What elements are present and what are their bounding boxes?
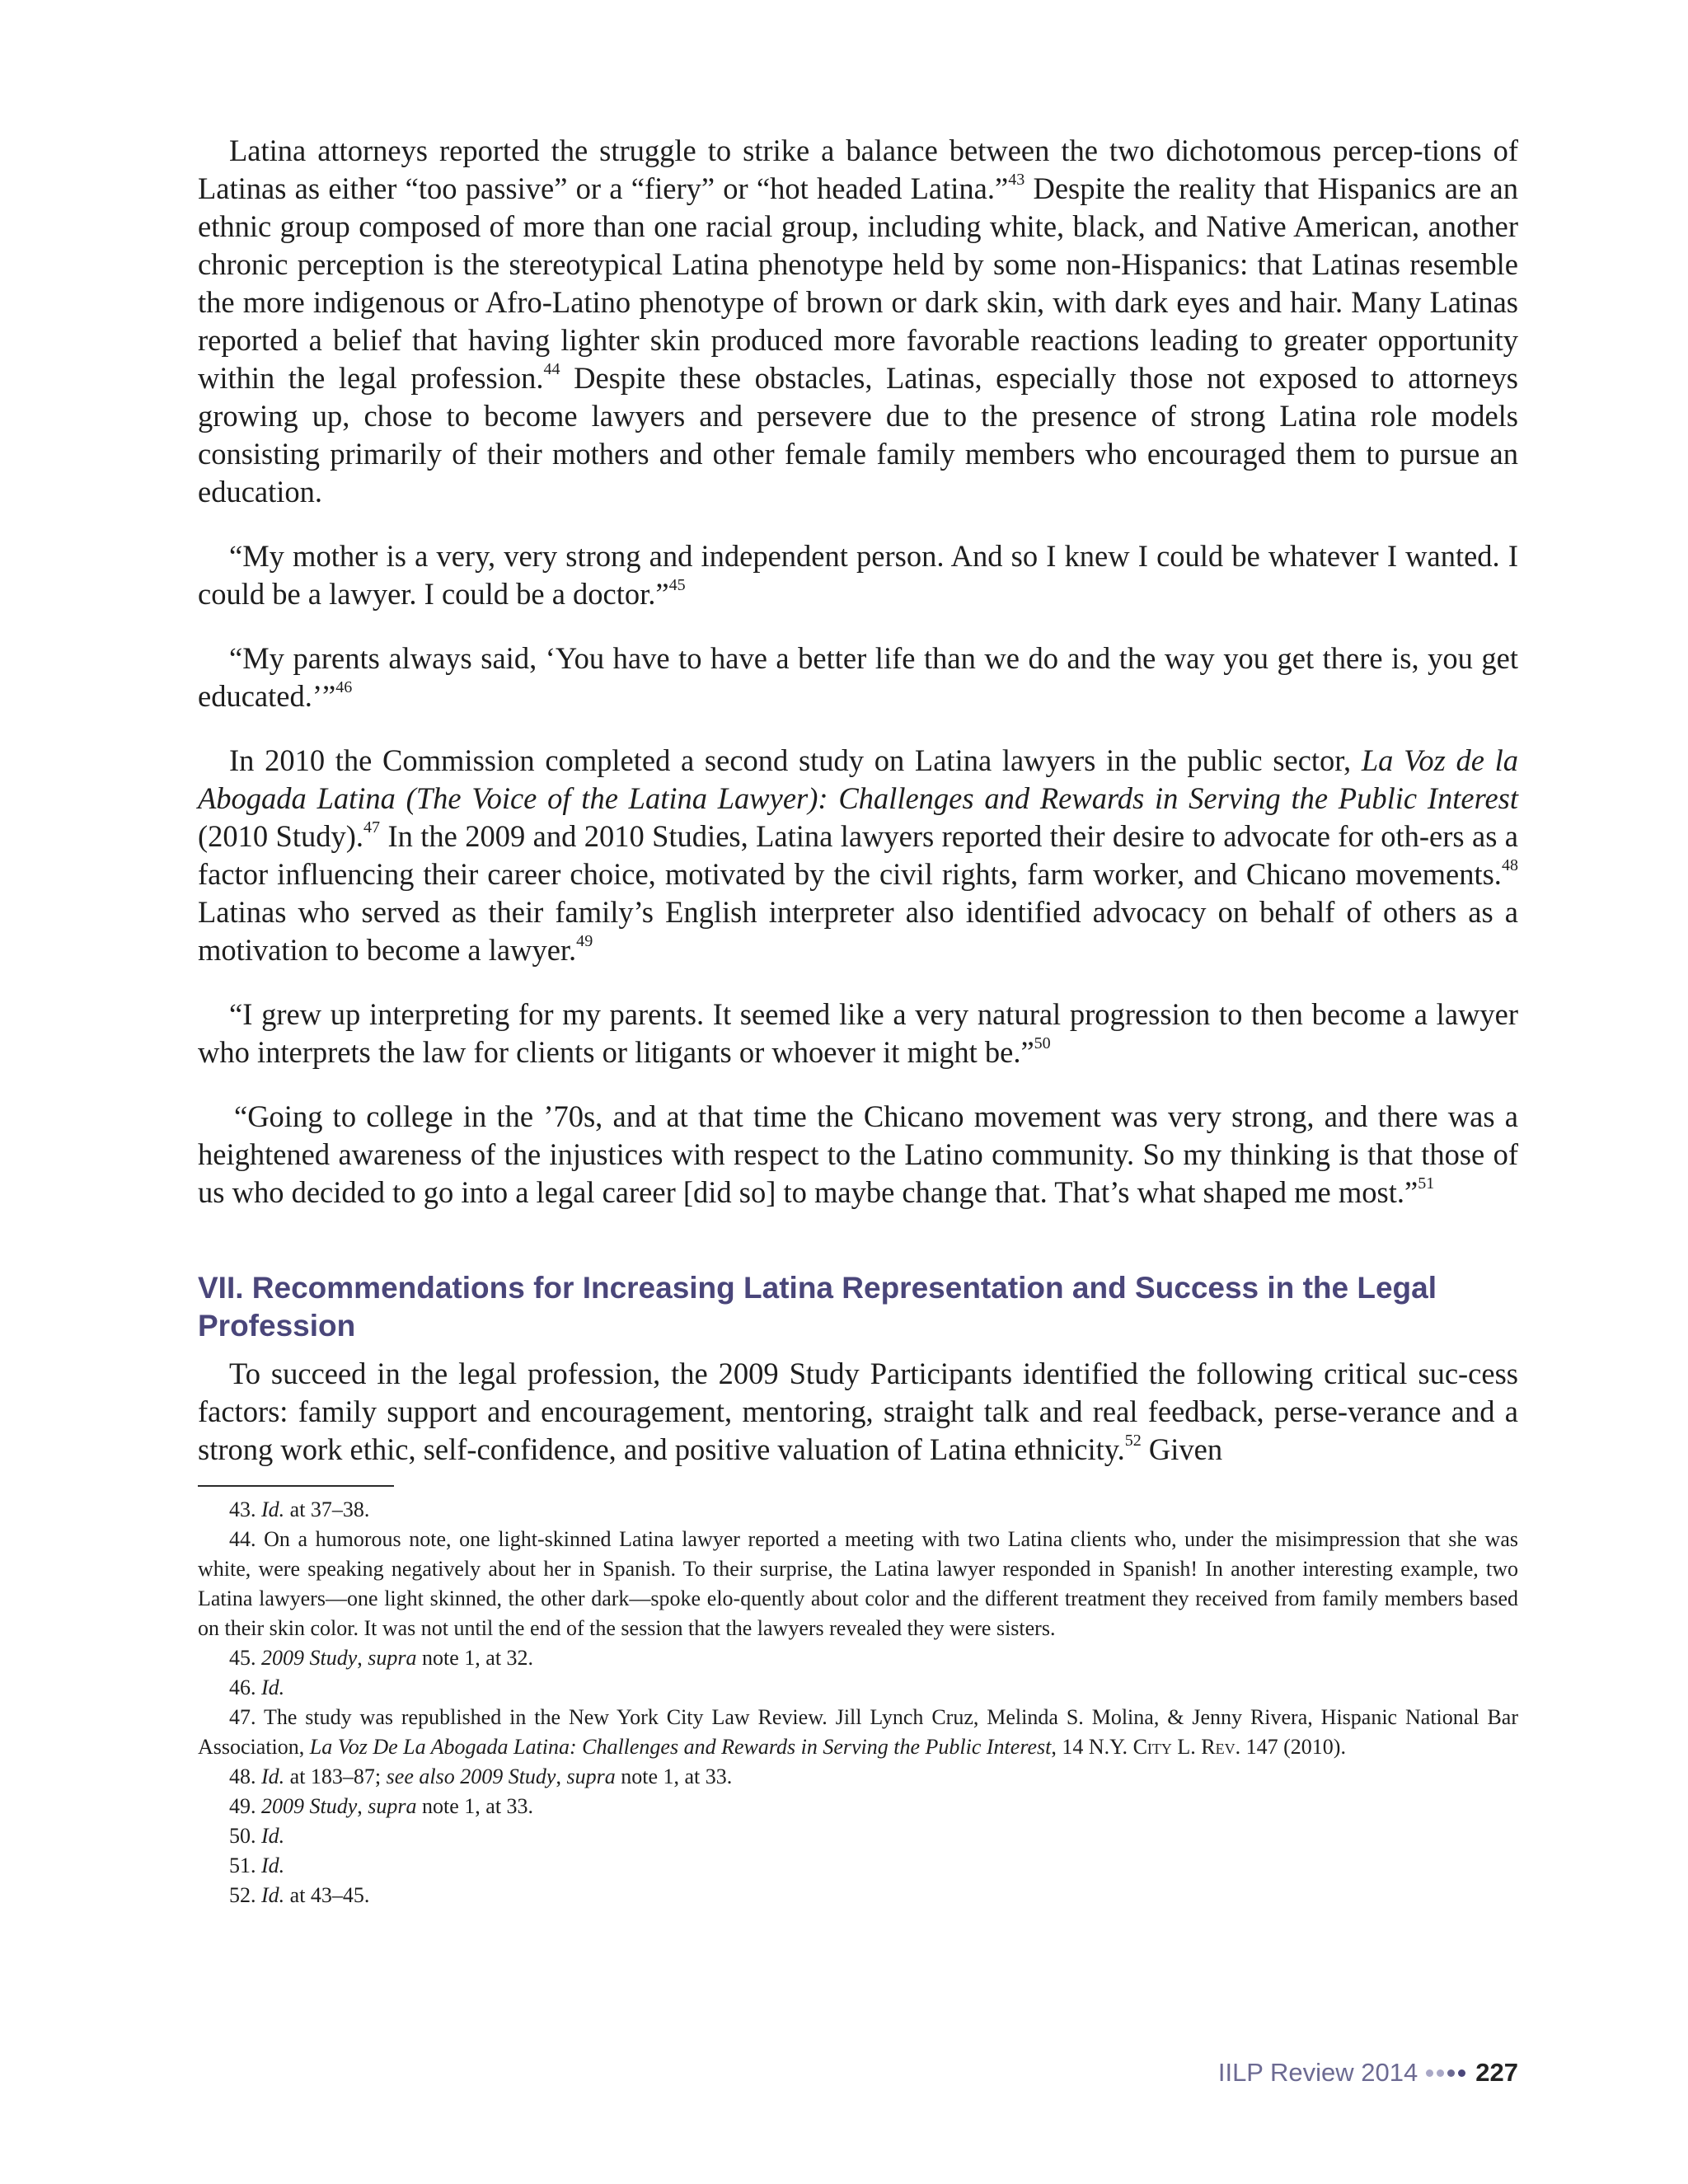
footnote-ref-45[interactable]: 45	[668, 575, 686, 594]
footnote-ref-48[interactable]: 48	[1501, 855, 1518, 874]
citation-id: Id.	[261, 1675, 285, 1699]
footnote-52	[198, 1881, 1518, 1910]
dot-icon	[1458, 2069, 1465, 2077]
text-span: at 183–87;	[284, 1765, 387, 1788]
text-span: (2010 Study).	[198, 819, 364, 853]
paragraph-success-factors	[198, 1355, 1518, 1469]
footnote-divider	[198, 1485, 394, 1487]
text-span: “My mother is a very, very strong and independent person. And so I knew I could be whatever I wanted. I could be a lawyer. I could be a doctor.”	[198, 539, 1518, 611]
footnote-50	[198, 1821, 1518, 1851]
citation-supra: supra	[566, 1765, 616, 1788]
footnote-number: 46.	[229, 1675, 261, 1699]
text-span: ,	[357, 1646, 368, 1670]
text-span: Despite the reality that Hispanics are an ethnic group composed of more than one racial group, including white, black, and Native American, another chronic perception is the stereotypical Latina phenotype held by some non-Hispanics: that Latinas resemble the more indigenous or Afro-Latino phenotype of brown or dark skin, with dark eyes and hair. Many Latinas reported a belief that having lighter skin produced more favorable reactions leading to greater opportunity within the legal profession.	[198, 171, 1518, 395]
footnote-number: 45.	[229, 1646, 261, 1670]
quote-chicano-movement	[198, 1098, 1518, 1212]
citation-see-also: see also 2009 Study	[386, 1765, 556, 1788]
quote-interpreting	[198, 996, 1518, 1071]
footnote-ref-52[interactable]: 52	[1124, 1431, 1142, 1450]
section-heading: VII. Recommendations for Increasing Latina Representation and Success in the Legal Profession	[198, 1271, 1437, 1343]
text-span: In the 2009 and 2010 Studies, Latina lawyers reported their desire to advocate for oth-ers as a factor influencing their career choice, motivated by the civil rights, farm worker, and Chicano movements.	[198, 819, 1518, 891]
text-span: “I grew up interpreting for my parents. It seemed like a very natural progression to then become a lawyer who interprets the law for clients or litigants or whoever it might be.”	[198, 997, 1518, 1069]
footnote-43	[198, 1495, 1518, 1525]
separator-dots-icon	[1426, 2069, 1465, 2077]
citation-id: Id.	[261, 1883, 285, 1907]
text-span: at 43–45.	[284, 1883, 370, 1907]
footnote-ref-43[interactable]: 43	[1008, 170, 1025, 189]
dot-icon	[1447, 2069, 1455, 2077]
text-span: 147 (2010).	[1240, 1735, 1346, 1759]
text-span: note 1, at 32.	[416, 1646, 534, 1670]
dot-icon	[1437, 2069, 1444, 2077]
text-span: “My parents always said, ‘You have to have a better life than we do and the way you get there is, you get educated.’”	[198, 641, 1518, 713]
footnote-ref-47[interactable]: 47	[363, 818, 381, 837]
footnote-51	[198, 1851, 1518, 1881]
text-span: Despite these obstacles, Latinas, especially those not exposed to attorneys growing up, chose to become lawyers and persevere due to the presence of strong Latina role models consisting primarily of their mothers and other female family members who encouraged them to pursue an education.	[198, 361, 1518, 509]
footnote-number: 50.	[229, 1824, 261, 1848]
citation-supra: supra	[368, 1646, 417, 1670]
text-span: note 1, at 33.	[615, 1765, 733, 1788]
text-span: , 14 N.Y.	[1051, 1735, 1133, 1759]
paragraph-latina-perceptions	[198, 132, 1518, 511]
footnote-49	[198, 1792, 1518, 1821]
footnote-44: 44. On a humorous note, one light-skinned Latina lawyer reported a meeting with two Latina clients who, under the misimpression that she was white, were speaking negatively about her in Spanish. To their surprise, the Latina lawyer responded in Spanish! In another interesting example, two Latina lawyers—one light skinned, the other dark—spoke elo-quently about color and the different treatment they received from family members based on their skin color. It was not until the end of the session that the lawyers revealed they were sisters.	[198, 1527, 1518, 1640]
citation-id: Id.	[261, 1497, 285, 1521]
text-span: ,	[556, 1765, 567, 1788]
text-span: ,	[357, 1794, 368, 1818]
quote-parents	[198, 640, 1518, 715]
study-title: La Voz de la Abogada Latina (The Voice of the Latina Lawyer): Challenges and Rewards in Serving the Public Interest	[198, 743, 1518, 815]
footnote-47	[198, 1703, 1518, 1762]
footnote-48	[198, 1762, 1518, 1792]
quote-mother	[198, 537, 1518, 613]
text-span: To succeed in the legal profession, the 2009 Study Participants identified the following critical suc-cess factors: family support and encouragement, mentoring, straight talk and real feedback, perse-verance and a strong work ethic, self-confidence, and positive valuation of Latina ethnicity.	[198, 1357, 1518, 1466]
citation-study: 2009 Study	[261, 1794, 358, 1818]
text-span: Latinas who served as their family’s English interpreter also identified advocacy on behalf of others as a motivation to become a lawyer.	[198, 895, 1518, 967]
citation-title: La Voz De La Abogada Latina: Challenges and Rewards in Serving the Public Interest	[309, 1735, 1052, 1759]
footnote-number: 48.	[229, 1765, 261, 1788]
footnote-46	[198, 1673, 1518, 1703]
footnote-number: 43.	[229, 1497, 261, 1521]
text-span: Latina attorneys reported the struggle to strike a balance between the two dichotomous percep-tions of Latinas as either “too passive” or a “fiery” or “hot headed Latina.”	[198, 134, 1518, 205]
dot-icon	[1426, 2069, 1433, 2077]
citation-id: Id.	[261, 1824, 285, 1848]
page-number: 227	[1475, 2058, 1518, 2087]
footnote-ref-46[interactable]: 46	[335, 677, 353, 696]
footnote-45	[198, 1643, 1518, 1673]
footnote-ref-50[interactable]: 50	[1034, 1033, 1051, 1052]
paragraph-2010-study	[198, 742, 1518, 969]
text-span: “Going to college in the ’70s, and at that time the Chicano movement was very strong, and there was a heightened awareness of the injustices with respect to the Latino community. So my thinking is that those of us who decided to go into a legal career [did so] to maybe change that. That’s what shaped me most.”	[198, 1099, 1518, 1209]
citation-journal: City L. Rev.	[1132, 1735, 1241, 1759]
footnote-number: 52.	[229, 1883, 261, 1907]
page-footer	[1218, 2058, 1518, 2088]
journal-name: IILP Review 2014	[1217, 2058, 1418, 2087]
footnote-ref-44[interactable]: 44	[543, 359, 560, 378]
citation-id: Id.	[261, 1765, 285, 1788]
text-span: Given	[1141, 1432, 1223, 1466]
text-span: In 2010 the Commission completed a second study on Latina lawyers in the public sector,	[229, 743, 1362, 777]
citation-supra: supra	[368, 1794, 417, 1818]
text-span: 47. The study was republished in the New York City Law Review. Jill Lynch Cruz, Melinda S. Molina, & Jenny Rivera, Hispanic National Bar Association,	[198, 1705, 1518, 1759]
citation-study: 2009 Study	[261, 1646, 358, 1670]
footnote-number: 49.	[229, 1794, 261, 1818]
text-span: note 1, at 33.	[416, 1794, 534, 1818]
footnote-number: 51.	[229, 1854, 261, 1877]
citation-id: Id.	[261, 1854, 285, 1877]
document-page	[198, 132, 1518, 2126]
footnote-ref-51[interactable]: 51	[1418, 1174, 1435, 1193]
footnote-ref-49[interactable]: 49	[576, 931, 593, 950]
text-span: at 37–38.	[284, 1497, 370, 1521]
